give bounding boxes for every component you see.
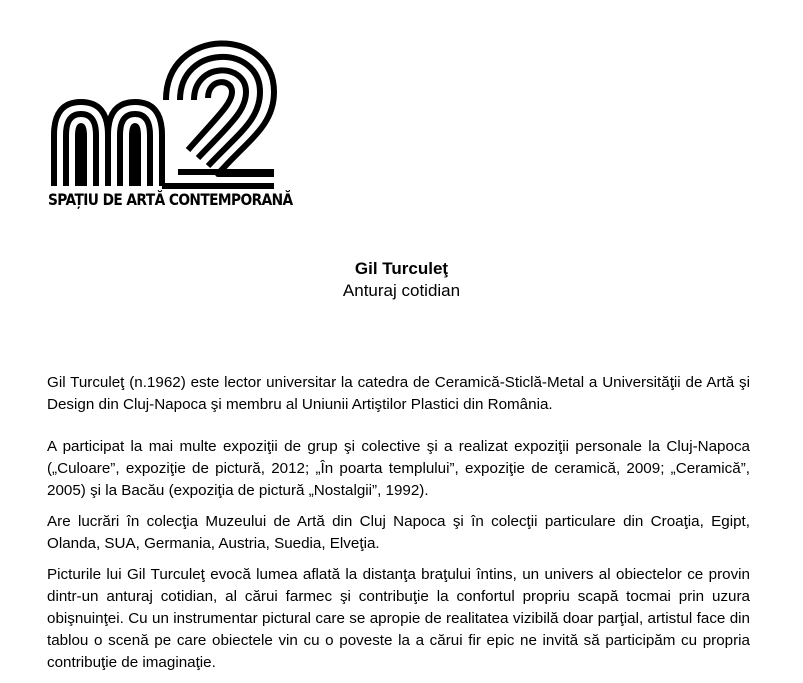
body-text [47,372,750,683]
paragraph-exhibitions: A participat la mai multe expoziţii de grup şi colective şi a realizat expoziţii personale la Cluj-Napoca („Culoare”, expoziţie de pictură, 2012; „În poarta templului”, expoziţie de ceramică, 2009; „Ceramică”, 2005) şi la Bacău (expoziţia de pictură „Nostalgii”, 1992). [47,438,750,499]
paragraph-bio: Gil Turculeţ (n.1962) este lector universitar la catedra de Ceramică-Sticlă-Metal a Universităţii de Artă şi Design din Cluj-Napoca şi membru al Uniunii Artiştilor Plastici din România. [47,374,750,413]
title-block [0,258,803,302]
paragraph-collections: Are lucrări în colecţia Muzeului de Artă din Cluj Napoca şi în colecţii particulare din Croaţia, Egipt, Olanda, SUA, Germania, Austria, Suedia, Elveţia. [47,513,750,552]
m2-logo [48,40,293,216]
paragraph-description: Picturile lui Gil Turculeţ evocă lumea aflată la distanţa braţului întins, un univers al obiectelor ce provin dintr-un anturaj cotidian, al cărui farmec şi contribuţie la confortul propriu scapă tocmai prin uzura obişnuinţei. Cu un instrumentar pictural care se apropie de realitatea vizibilă doar parţial, artistul face din tablou o scenă pe care obiectele vin cu o poveste la a cărui fir epic ne invită să participăm cu propria contribuţie de imaginaţie. [47,566,750,671]
logo-caption: SPAȚIU DE ARTĂ CONTEMPORANĂ [48,190,293,209]
exhibition-title: Anturaj cotidian [342,281,461,300]
artist-name: Gil Turculeţ [354,259,449,278]
m2-logo-mark [48,40,278,190]
